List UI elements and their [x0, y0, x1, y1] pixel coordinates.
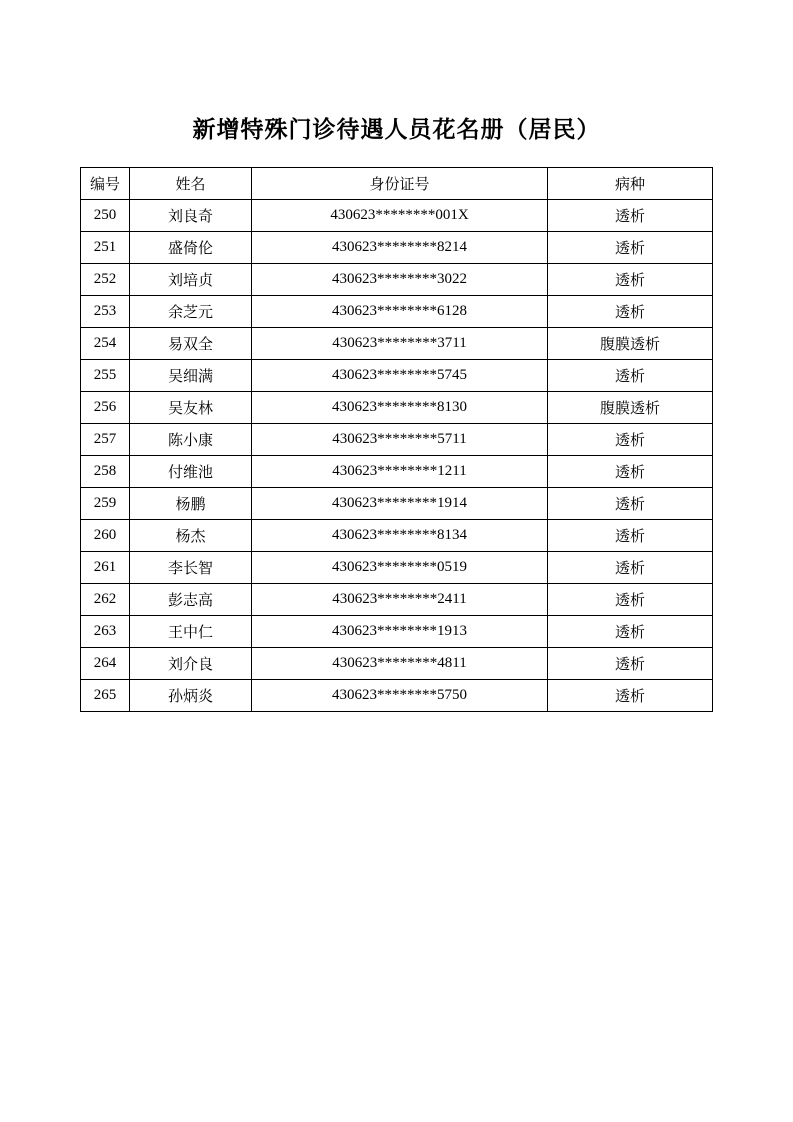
cell-disease: 透析 [548, 680, 713, 712]
table-row [81, 680, 713, 712]
cell-name: 盛倚伦 [130, 232, 252, 264]
cell-number: 258 [81, 456, 130, 488]
cell-id-number: 430623********1913 [252, 616, 548, 648]
cell-id-number: 430623********8130 [252, 392, 548, 424]
cell-id-number: 430623********1914 [252, 488, 548, 520]
cell-name: 吴友林 [130, 392, 252, 424]
cell-disease: 透析 [548, 232, 713, 264]
cell-name: 刘介良 [130, 648, 252, 680]
cell-number: 260 [81, 520, 130, 552]
cell-name: 吴细满 [130, 360, 252, 392]
cell-number: 254 [81, 328, 130, 360]
cell-id-number: 430623********6128 [252, 296, 548, 328]
table-row [81, 648, 713, 680]
cell-name: 陈小康 [130, 424, 252, 456]
cell-number: 256 [81, 392, 130, 424]
cell-disease: 透析 [548, 360, 713, 392]
cell-id-number: 430623********001X [252, 200, 548, 232]
cell-disease: 透析 [548, 424, 713, 456]
table-row [81, 264, 713, 296]
cell-number: 263 [81, 616, 130, 648]
cell-id-number: 430623********5711 [252, 424, 548, 456]
cell-id-number: 430623********5745 [252, 360, 548, 392]
table-row [81, 200, 713, 232]
table-row [81, 584, 713, 616]
header-number: 编号 [81, 168, 130, 200]
cell-name: 易双全 [130, 328, 252, 360]
cell-number: 257 [81, 424, 130, 456]
cell-disease: 透析 [548, 648, 713, 680]
table-row [81, 520, 713, 552]
cell-name: 刘良奇 [130, 200, 252, 232]
cell-number: 251 [81, 232, 130, 264]
table-row [81, 232, 713, 264]
table-body [81, 200, 713, 712]
cell-disease: 透析 [548, 296, 713, 328]
cell-number: 250 [81, 200, 130, 232]
table-row [81, 296, 713, 328]
cell-name: 刘培贞 [130, 264, 252, 296]
header-disease: 病种 [548, 168, 713, 200]
cell-number: 252 [81, 264, 130, 296]
cell-disease: 腹膜透析 [548, 328, 713, 360]
cell-number: 262 [81, 584, 130, 616]
cell-name: 付维池 [130, 456, 252, 488]
header-name: 姓名 [130, 168, 252, 200]
cell-id-number: 430623********4811 [252, 648, 548, 680]
cell-disease: 透析 [548, 200, 713, 232]
cell-number: 265 [81, 680, 130, 712]
cell-number: 255 [81, 360, 130, 392]
cell-disease: 透析 [548, 616, 713, 648]
table-row [81, 552, 713, 584]
cell-disease: 透析 [548, 584, 713, 616]
cell-id-number: 430623********8214 [252, 232, 548, 264]
cell-name: 杨鹏 [130, 488, 252, 520]
cell-disease: 透析 [548, 520, 713, 552]
table-row [81, 392, 713, 424]
cell-name: 孙炳炎 [130, 680, 252, 712]
table-row [81, 360, 713, 392]
table-header-row [81, 168, 713, 200]
cell-disease: 透析 [548, 488, 713, 520]
table-row [81, 616, 713, 648]
cell-number: 264 [81, 648, 130, 680]
table-row [81, 328, 713, 360]
cell-name: 杨杰 [130, 520, 252, 552]
cell-name: 王中仁 [130, 616, 252, 648]
cell-number: 253 [81, 296, 130, 328]
roster-table [80, 167, 713, 712]
cell-id-number: 430623********8134 [252, 520, 548, 552]
table-row [81, 456, 713, 488]
document-title: 新增特殊门诊待遇人员花名册（居民） [192, 116, 601, 143]
cell-disease: 透析 [548, 456, 713, 488]
cell-disease: 透析 [548, 264, 713, 296]
header-id-number: 身份证号 [252, 168, 548, 200]
cell-name: 李长智 [130, 552, 252, 584]
cell-disease: 腹膜透析 [548, 392, 713, 424]
table-row [81, 424, 713, 456]
cell-id-number: 430623********3022 [252, 264, 548, 296]
cell-id-number: 430623********1211 [252, 456, 548, 488]
cell-disease: 透析 [548, 552, 713, 584]
cell-number: 261 [81, 552, 130, 584]
cell-id-number: 430623********3711 [252, 328, 548, 360]
cell-id-number: 430623********0519 [252, 552, 548, 584]
cell-name: 余芝元 [130, 296, 252, 328]
cell-id-number: 430623********5750 [252, 680, 548, 712]
table-row [81, 488, 713, 520]
cell-id-number: 430623********2411 [252, 584, 548, 616]
cell-number: 259 [81, 488, 130, 520]
cell-name: 彭志高 [130, 584, 252, 616]
